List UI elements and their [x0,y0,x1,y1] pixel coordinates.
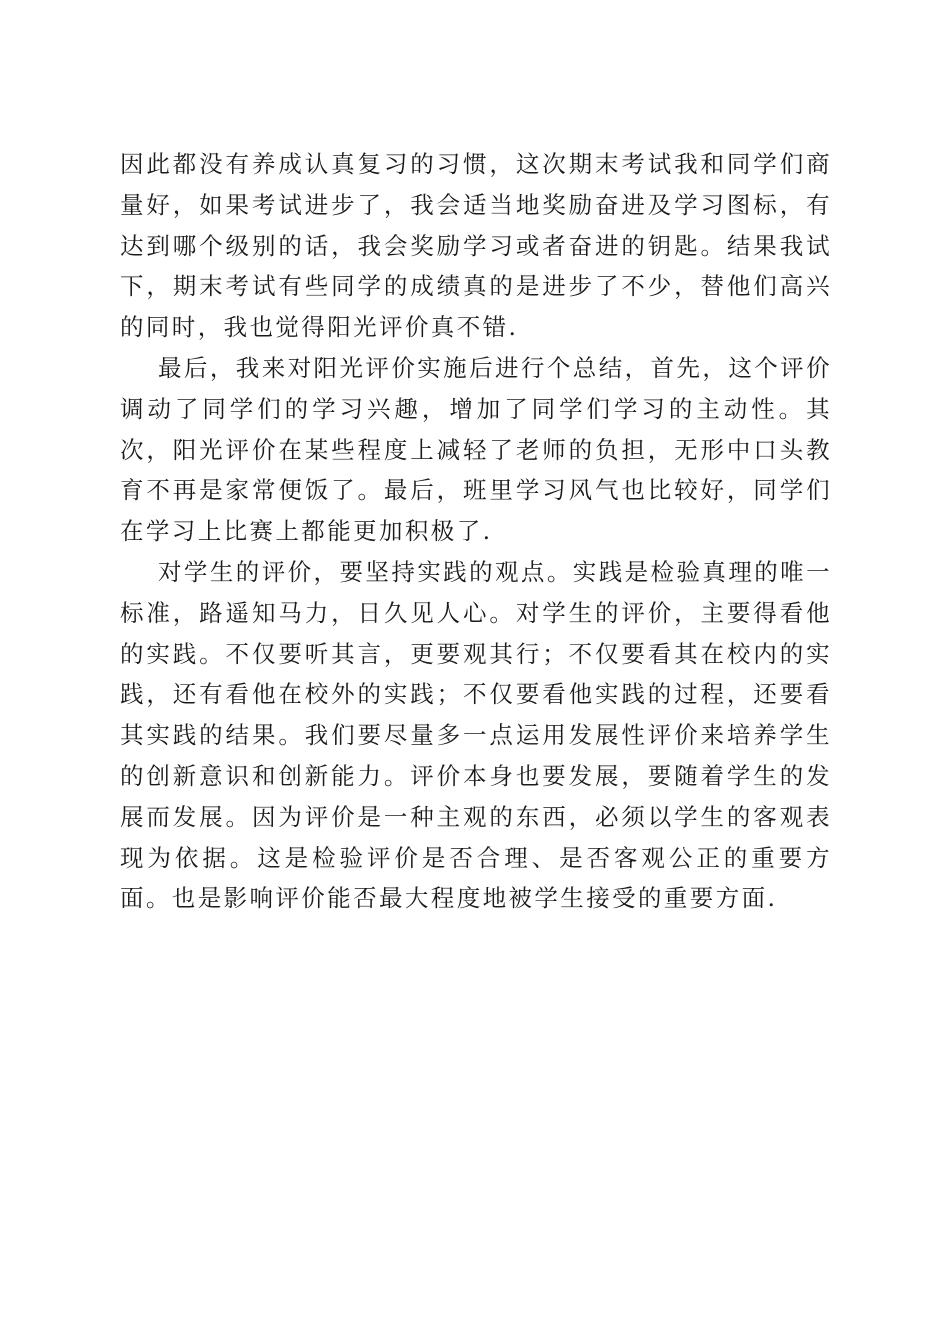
document-body [120,144,832,919]
paragraph-summary: 最后，我来对阳光评价实施后进行个总结，首先，这个评价调动了同学们的学习兴趣，增加了同学们学习的主动性。其次，阳光评价在某些程度上减轻了老师的负担，无形中口头教育不再是家常便饭了。最后，班里学习风气也比较好，同学们在学习上比赛上都能更加积极了. [120,353,832,546]
paragraph-practice: 对学生的评价，要坚持实践的观点。实践是检验真理的唯一标准，路遥知马力，日久见人心。对学生的评价，主要得看他的实践。不仅要听其言，更要观其行；不仅要看其在校内的实践，还有看他在校外的实践；不仅要看他实践的过程，还要看其实践的结果。我们要尽量多一点运用发展性评价来培养学生的创新意识和创新能力。评价本身也要发展，要随着学生的发展而发展。因为评价是一种主观的东西，必须以学生的客观表现为依据。这是检验评价是否合理、是否客观公正的重要方面。也是影响评价能否最大程度地被学生接受的重要方面. [120,557,832,913]
paragraph-continuation: 因此都没有养成认真复习的习惯，这次期末考试我和同学们商量好，如果考试进步了，我会适当地奖励奋进及学习图标，有达到哪个级别的话，我会奖励学习或者奋进的钥匙。结果我试下，期末考试有些同学的成绩真的是进步了不少，替他们高兴的同时，我也觉得阳光评价真不错. [120,150,832,342]
